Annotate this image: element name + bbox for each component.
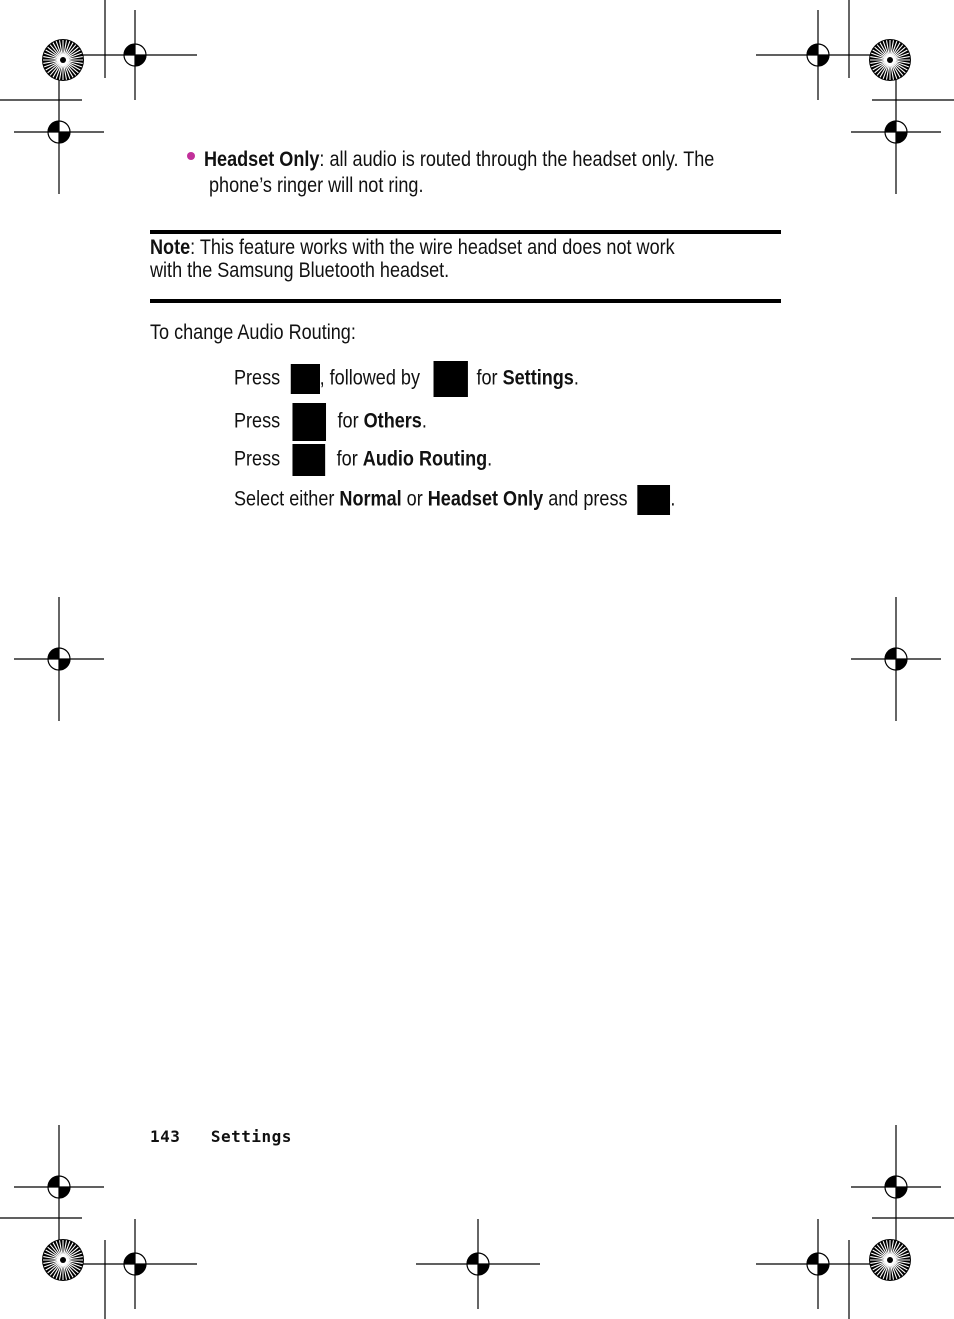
step-4-or: or <box>406 487 423 511</box>
note-line-1 <box>150 236 675 260</box>
step-1 <box>234 361 579 397</box>
number-key-icon <box>292 444 325 476</box>
step-2 <box>234 403 427 441</box>
step-1-for: for <box>476 366 498 390</box>
step-3-end: . <box>487 447 493 471</box>
step-1-target: Settings <box>502 366 574 390</box>
step-2-press: Press <box>234 409 281 433</box>
step-3-for: for <box>336 447 358 471</box>
step-2-end: . <box>421 409 427 433</box>
step-1-press: Press <box>234 366 281 390</box>
note-bottom-rule <box>150 299 781 303</box>
number-key-icon <box>292 403 326 441</box>
bullet-line-1 <box>204 148 714 172</box>
step-4-and-press: and press <box>548 487 628 511</box>
bullet-dot <box>187 152 195 160</box>
step-2-target: Others <box>363 409 422 433</box>
step-4 <box>234 485 675 515</box>
intro-text: To change Audio Routing: <box>150 321 356 344</box>
step-4-end: . <box>670 487 676 511</box>
page-number: 143 <box>150 1127 181 1146</box>
number-key-icon <box>434 361 468 397</box>
bullet-line-2: phone’s ringer will not ring. <box>209 174 424 197</box>
note-text-1: : This feature works with the wire headset and does not work <box>190 236 675 259</box>
ok-key-icon <box>638 485 671 515</box>
footer-section: Settings <box>210 1127 292 1146</box>
step-3-target: Audio Routing <box>362 447 488 471</box>
bullet-text-1: : all audio is routed through the headset only. The <box>319 148 715 171</box>
step-4-select: Select either <box>234 487 335 511</box>
step-3 <box>234 444 492 476</box>
step-1-followed: , followed by <box>319 366 420 390</box>
step-3-press: Press <box>234 447 281 471</box>
step-4-option-2: Headset Only <box>427 487 544 511</box>
note-top-rule <box>150 230 781 234</box>
menu-key-icon <box>290 364 319 394</box>
step-1-end: . <box>573 366 579 390</box>
note-line-2: with the Samsung Bluetooth headset. <box>150 259 450 282</box>
page-footer <box>150 1127 292 1146</box>
note-label: Note <box>150 236 191 259</box>
step-2-for: for <box>337 409 359 433</box>
step-4-option-1: Normal <box>339 487 402 511</box>
bullet-term: Headset Only <box>204 148 320 171</box>
